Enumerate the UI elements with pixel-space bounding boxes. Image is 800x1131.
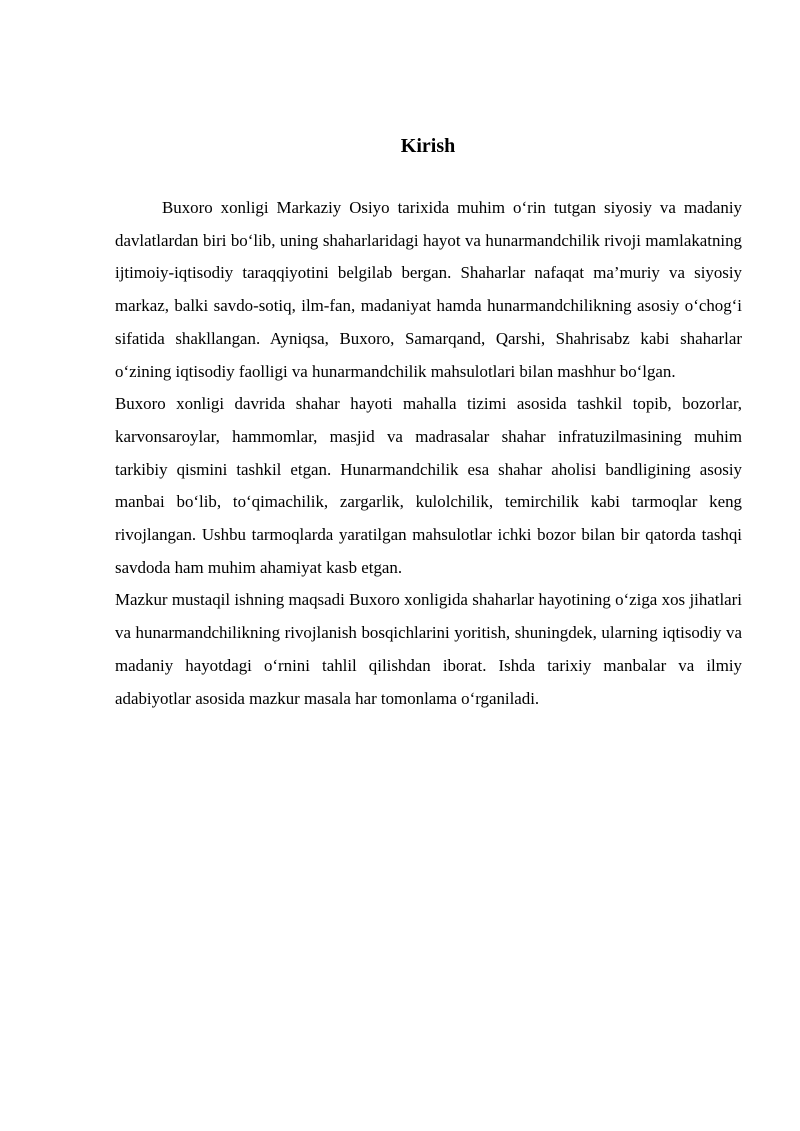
paragraph-purpose: Mazkur mustaqil ishning maqsadi Buxoro xonligida shaharlar hayotining o‘ziga xos jihatlari va hunarmandchilikning rivojlanish bosqichlarini yoritish, shuningdek, ularning iqtisodiy va madaniy hayotdagi o‘rnini tahlil qilishdan iborat. Ishda tarixiy manbalar va ilmiy adabiyotlar asosida mazkur masala har tomonlama o‘rganiladi. (115, 590, 742, 708)
document-body (115, 192, 742, 715)
page-title: Kirish (400, 135, 456, 157)
paragraph-intro: Buxoro xonligi Markaziy Osiyo tarixida muhim o‘rin tutgan siyosiy va madaniy davlatlardan biri bo‘lib, uning shaharlaridagi hayot va hunarmandchilik rivoji mamlakatning ijtimoiy-iqtisodiy taraqqiyotini belgilab bergan. Shaharlar nafaqat ma’muriy va siyosiy markaz, balki savdo-sotiq, ilm-fan, madaniyat hamda hunarmandchilikning asosiy o‘chog‘i sifatida shakllangan. Ayniqsa, Buxoro, Samarqand, Qarshi, Shahrisabz kabi shaharlar o‘zining iqtisodiy faolligi va hunarmandchilik mahsulotlari bilan mashhur bo‘lgan. (115, 198, 742, 381)
paragraph-city-life: Buxoro xonligi davrida shahar hayoti mahalla tizimi asosida tashkil topib, bozorlar, karvonsaroylar, hammomlar, masjid va madrasalar shahar infratuzilmasining muhim tarkibiy qismini tashkil etgan. Hunarmandchilik esa shahar aholisi bandligining asosiy manbai bo‘lib, to‘qimachilik, zargarlik, kulolchilik, temirchilik kabi tarmoqlar keng rivojlangan. Ushbu tarmoqlarda yaratilgan mahsulotlar ichki bozor bilan bir qatorda tashqi savdoda ham muhim ahamiyat kasb etgan. (115, 394, 742, 577)
